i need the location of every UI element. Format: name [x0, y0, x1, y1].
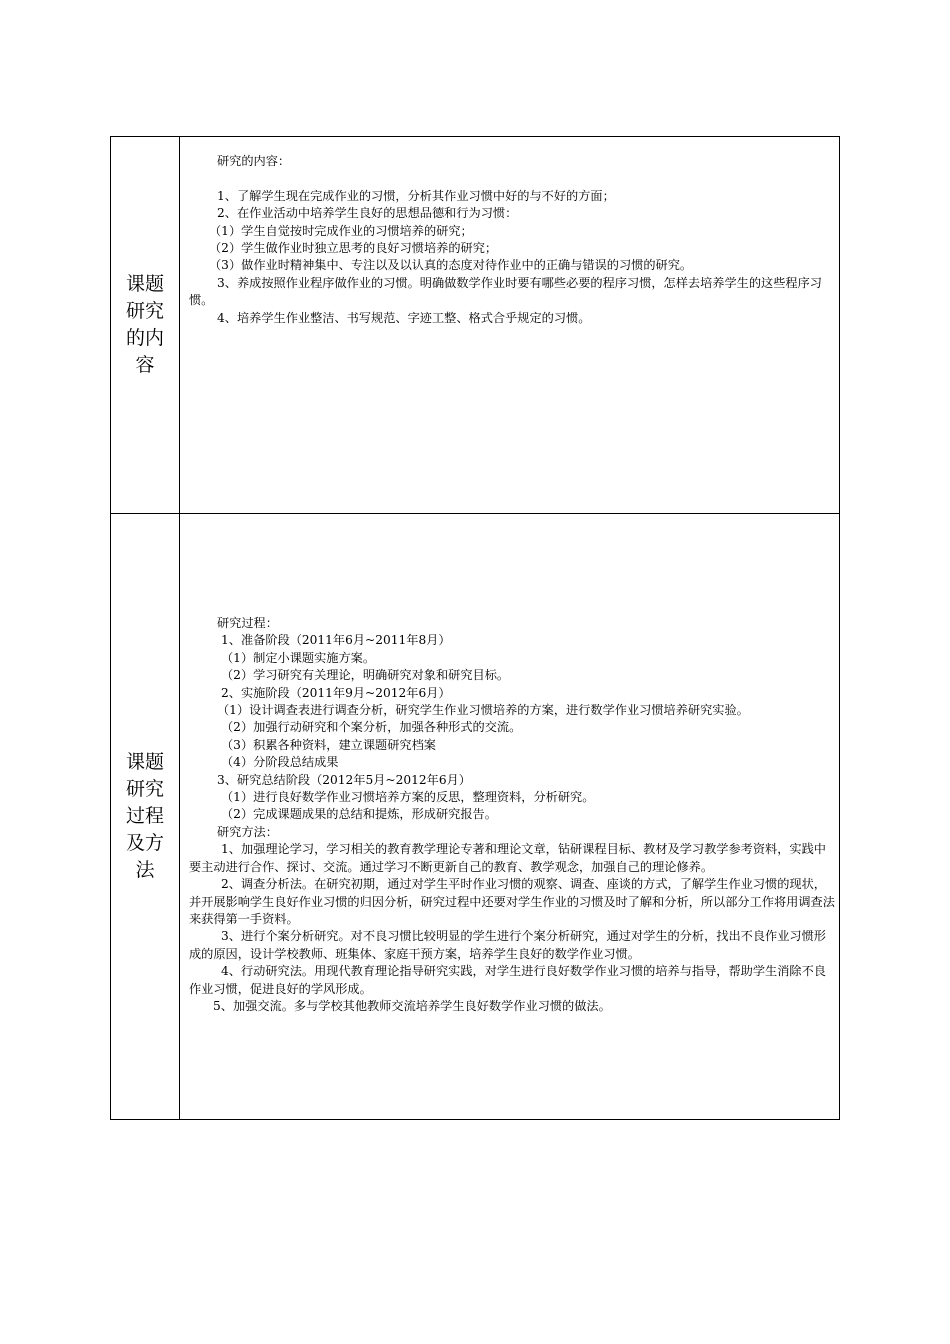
form-table [110, 136, 840, 1120]
stage-item: （1）制定小课题实施方案。 [221, 650, 376, 665]
content-cell-research-content [180, 137, 839, 513]
stage-item: （4）分阶段总结成果 [221, 755, 339, 770]
method-paragraph: 4、行动研究法。用现代教育理论指导研究实践，对学生进行良好数学作业习惯的培养与指导，帮助学生消除不良作业习惯，促进良好的学风形成。 [189, 964, 826, 996]
content-heading: 研究的内容： [217, 154, 291, 168]
label-cell-process [111, 514, 180, 1119]
stage-item: （2）完成课题成果的总结和提炼，形成研究报告。 [221, 807, 497, 822]
stage-item: （2）学习研究有关理论，明确研究对象和研究目标。 [221, 668, 510, 683]
method-heading: 研究方法： [217, 824, 278, 839]
stage-item: （1）进行良好数学作业习惯培养方案的反思，整理资料，分析研究。 [221, 790, 595, 805]
content-line: 2、在作业活动中培养学生良好的思想品德和行为习惯： [217, 206, 518, 221]
content-line: 3、养成按照作业程序做作业的习惯。明确做数学作业时要有哪些必要的程序习惯，怎样去培养学生的这些程序习惯。 [189, 275, 822, 308]
row-label: 课题研究过程及方法 [125, 751, 164, 881]
content-line: （2）学生做作业时独立思考的良好习惯培养的研究； [209, 241, 498, 256]
stage-title: 1、准备阶段（2011年6月~2011年8月） [221, 633, 451, 648]
process-heading: 研究过程： [217, 616, 278, 630]
stage-title: 3、研究总结阶段（2012年5月~2012年6月） [217, 772, 471, 787]
content-cell-research-process [180, 514, 839, 1119]
method-paragraph: 3、进行个案分析研究。对不良习惯比较明显的学生进行个案分析研究，通过对学生的分析，找出不良作业习惯形成的原因，设计学校教师、班集体、家庭干预方案，培养学生良好的数学作业习惯。 [189, 929, 826, 961]
method-paragraph: 1、加强理论学习，学习相关的教育教学理论专著和理论文章，钻研课程目标、教材及学习教学参考资料，实践中要主动进行合作、探讨、交流。通过学习不断更新自己的教育、教学观念，加强自己的理论修养。 [189, 842, 826, 874]
row-research-content [111, 137, 839, 514]
stage-item: （3）积累各种资料，建立课题研究档案 [221, 737, 436, 752]
content-line: 1、了解学生现在完成作业的习惯，分析其作业习惯中好的与不好的方面； [217, 188, 615, 203]
stage-title: 2、实施阶段（2011年9月~2012年6月） [221, 685, 451, 700]
content-line: 4、培养学生作业整洁、书写规范、字迹工整、格式合乎规定的习惯。 [217, 310, 591, 325]
content-line: （1）学生自觉按时完成作业的习惯培养的研究； [209, 223, 473, 238]
method-paragraph: 2、调查分析法。在研究初期，通过对学生平时作业习惯的观察、调查、座谈的方式，了解学生作业习惯的现状，并开展影响学生良好作业习惯的归因分析，研究过程中还要对学生作业的习惯及时了解和分析，所以部分工作将用调查法来获得第一手资料。 [189, 877, 835, 926]
stage-item: （2）加强行动研究和个案分析，加强各种形式的交流。 [221, 720, 522, 735]
method-paragraph: 5、加强交流。多与学校其他教师交流培养学生良好数学作业习惯的做法。 [213, 998, 611, 1013]
label-cell-content [111, 137, 180, 513]
row-label: 课题研究的内容 [125, 273, 164, 376]
stage-item: （1）设计调查表进行调查分析，研究学生作业习惯培养的方案，进行数学作业习惯培养研究实验。 [217, 703, 749, 718]
content-line: （3）做作业时精神集中、专注以及以认真的态度对待作业中的正确与错误的习惯的研究。 [209, 258, 693, 273]
row-research-process [111, 514, 839, 1119]
